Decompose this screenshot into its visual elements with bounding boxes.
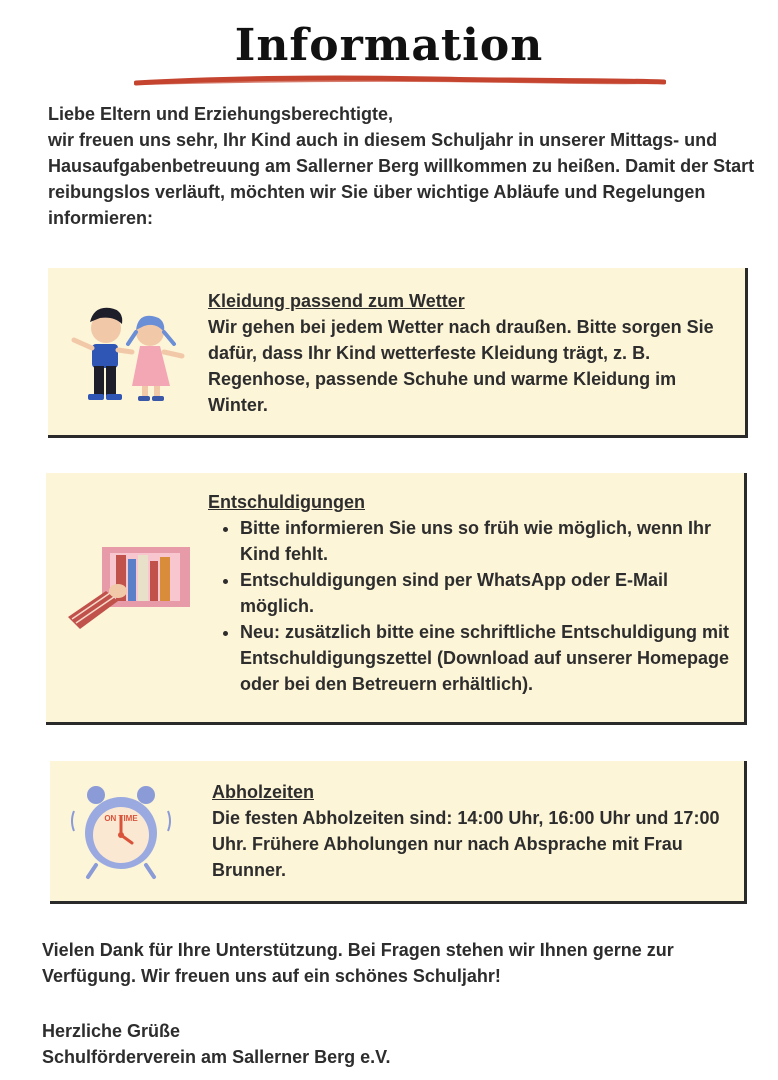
- clothing-text: [208, 288, 728, 418]
- excuses-text: [208, 489, 733, 697]
- clock-label: ON TIME: [104, 814, 138, 823]
- section-body: Die festen Abholzeiten sind: 14:00 Uhr, 16:00 Uhr und 17:00 Uhr. Frühere Abholungen nur nach Absprache mit Frau Brunner.: [212, 808, 720, 880]
- signoff: [42, 1018, 742, 1070]
- intro-paragraph: wir freuen uns sehr, Ihr Kind auch in diesem Schuljahr in unserer Mittags- und Hausaufgabenbetreuung am Sallerner Berg willkommen zu heißen. Damit der Start reibungslos verläuft, möchten wir Sie über wichtige Abläufe und Regelungen informieren:: [48, 130, 755, 228]
- alarm-clock-icon: [66, 781, 176, 886]
- signoff-sender: Schulförderverein am Sallerner Berg e.V.: [42, 1047, 391, 1067]
- info-box-excuses: [46, 473, 747, 725]
- page-title: Information: [234, 20, 544, 71]
- signoff-greeting: Herzliche Grüße: [42, 1021, 181, 1041]
- section-heading: Kleidung passend zum Wetter: [208, 291, 465, 311]
- closing-text: [42, 937, 742, 989]
- closing-paragraph: Vielen Dank für Ihre Unterstützung. Bei Fragen stehen wir Ihnen gerne zur Verfügung. Wir freuen uns auf ein schönes Schuljahr!: [42, 940, 674, 986]
- pickup-text: [212, 779, 722, 883]
- section-heading: Entschuldigungen: [208, 492, 365, 512]
- intro-salutation: Liebe Eltern und Erziehungsberechtigte,: [48, 104, 394, 124]
- section-heading: Abholzeiten: [212, 782, 314, 802]
- section-body: Wir gehen bei jedem Wetter nach draußen. Bitte sorgen Sie dafür, dass Ihr Kind wetterfeste Kleidung trägt, z. B. Regenhose, passende Schuhe und warme Kleidung im Winter.: [208, 317, 714, 415]
- list-item: • Neu: zusätzlich bitte eine schriftliche Entschuldigung mit Entschuldigungszettel (Download auf unserer Homepage oder bei den Betreuern erhältlich).: [240, 619, 733, 697]
- children-icon: [66, 300, 196, 415]
- info-box-pickup: [50, 761, 747, 904]
- info-box-clothing: [48, 268, 748, 438]
- title-underline-stroke: [134, 74, 666, 88]
- bookshelf-icon: [66, 539, 196, 634]
- excuses-list: [208, 515, 733, 697]
- list-item: • Bitte informieren Sie uns so früh wie möglich, wenn Ihr Kind fehlt.: [240, 515, 733, 567]
- list-item: • Entschuldigungen sind per WhatsApp oder E-Mail möglich.: [240, 567, 733, 619]
- intro-text: [48, 101, 760, 231]
